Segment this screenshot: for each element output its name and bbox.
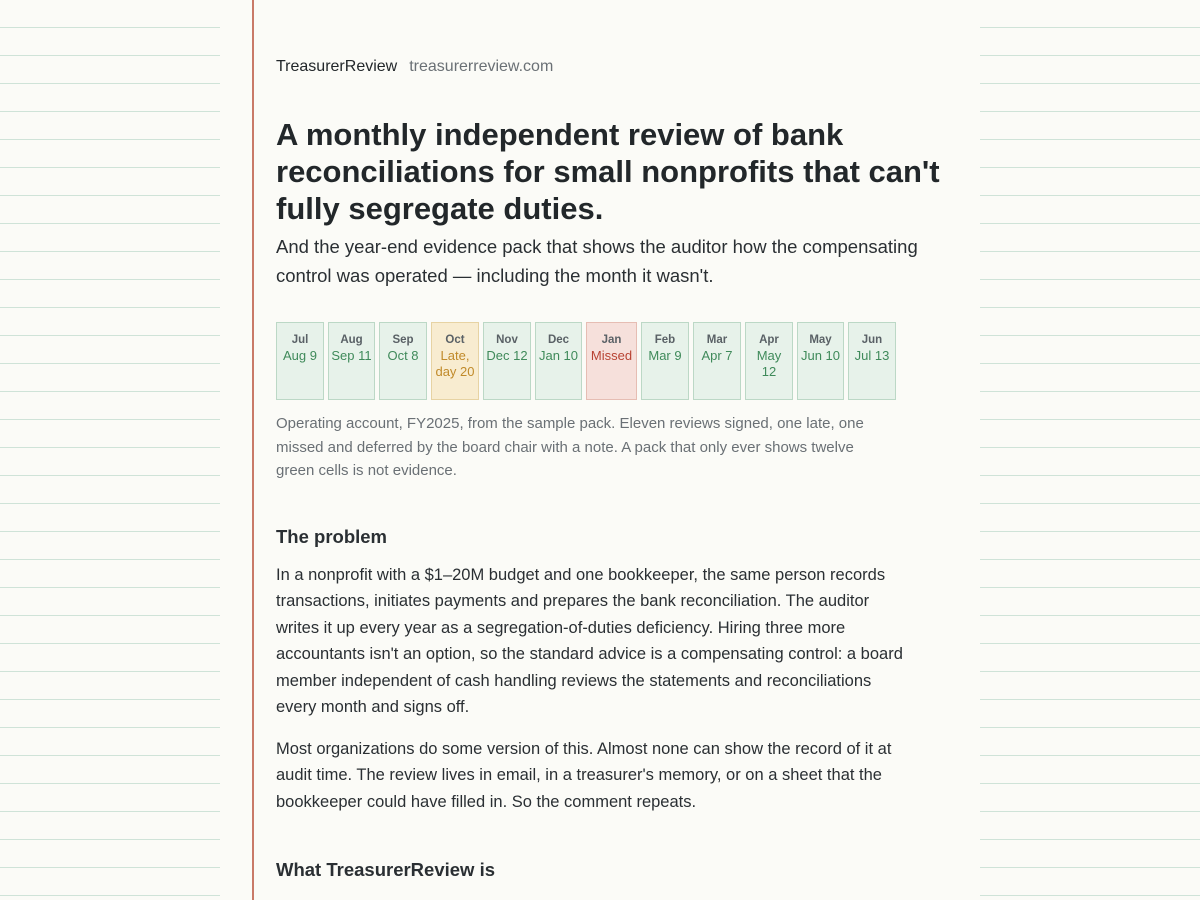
red-margin-line [252, 0, 254, 900]
month-label: Apr [759, 334, 779, 346]
review-date: Aug 9 [283, 348, 317, 363]
review-date: Sep 11 [331, 348, 372, 363]
month-label: Jan [601, 334, 622, 346]
review-date: May 12 [756, 348, 782, 379]
month-cell [431, 322, 479, 400]
month-label: Mar [706, 334, 728, 346]
review-date: Oct 8 [387, 348, 419, 363]
month-label: Feb [654, 334, 676, 346]
month-label: Dec [547, 334, 570, 346]
lede-paragraph: And the year-end evidence pack that shows the auditor how the compensating control was operated — including the month it wasn't. [276, 236, 918, 286]
review-date: Missed [590, 348, 633, 363]
month-cell [745, 322, 793, 400]
ruled-margin-right [980, 0, 1200, 900]
month-label: Oct [445, 334, 465, 346]
section-heading-what: What TreasurerReview is [276, 859, 496, 880]
review-date: Mar 9 [648, 348, 682, 363]
month-cell [483, 322, 531, 400]
month-cell [641, 322, 689, 400]
month-cell [328, 322, 375, 400]
review-date: Jun 10 [800, 348, 841, 363]
month-cell [797, 322, 844, 400]
review-date: Jul 13 [854, 348, 890, 363]
site-domain: treasurerreview.com [409, 58, 554, 75]
month-cell [586, 322, 637, 400]
review-date: Apr 7 [701, 348, 733, 363]
month-label: Jun [861, 334, 883, 346]
review-date: Dec 12 [486, 348, 528, 363]
problem-paragraph-1: In a nonprofit with a $1–20M budget and one bookkeeper, the same person records transactions, initiates payments and prepares the bank reconciliation. The auditor writes it up every year as a segregation-of-duties deficiency. Hiring three more accountants isn't an option, so the standard advice is a compensating control: a board member independent of cash handling reviews the statements and reconciliations every month and signs off. [276, 566, 903, 717]
masthead [276, 58, 553, 76]
month-label: Aug [340, 334, 363, 346]
page-headline: A monthly independent review of bank reconciliations for small nonprofits that can't fully segregate duties. [276, 117, 940, 226]
month-label: Jul [291, 334, 309, 346]
month-label: May [809, 334, 832, 346]
month-cell [693, 322, 741, 400]
month-label: Nov [496, 334, 518, 346]
month-cell [848, 322, 896, 400]
brand-name[interactable]: TreasurerReview [276, 58, 398, 75]
month-label: Sep [392, 334, 414, 346]
strip-caption: Operating account, FY2025, from the sample pack. Eleven reviews signed, one late, one missed and deferred by the board chair with a note. A pack that only ever shows twelve green cells is not evidence. [276, 415, 864, 479]
month-cell [276, 322, 324, 400]
month-cell [379, 322, 427, 400]
ruled-margin-left [0, 0, 220, 900]
review-date: Jan 10 [538, 348, 579, 363]
month-cell [535, 322, 582, 400]
section-heading-problem: The problem [276, 526, 388, 547]
problem-paragraph-2: Most organizations do some version of this. Almost none can show the record of it at audit time. The review lives in email, in a treasurer's memory, or on a sheet that the bookkeeper could have filled in. So the comment repeats. [276, 740, 892, 811]
review-date: Late, day 20 [435, 348, 475, 379]
